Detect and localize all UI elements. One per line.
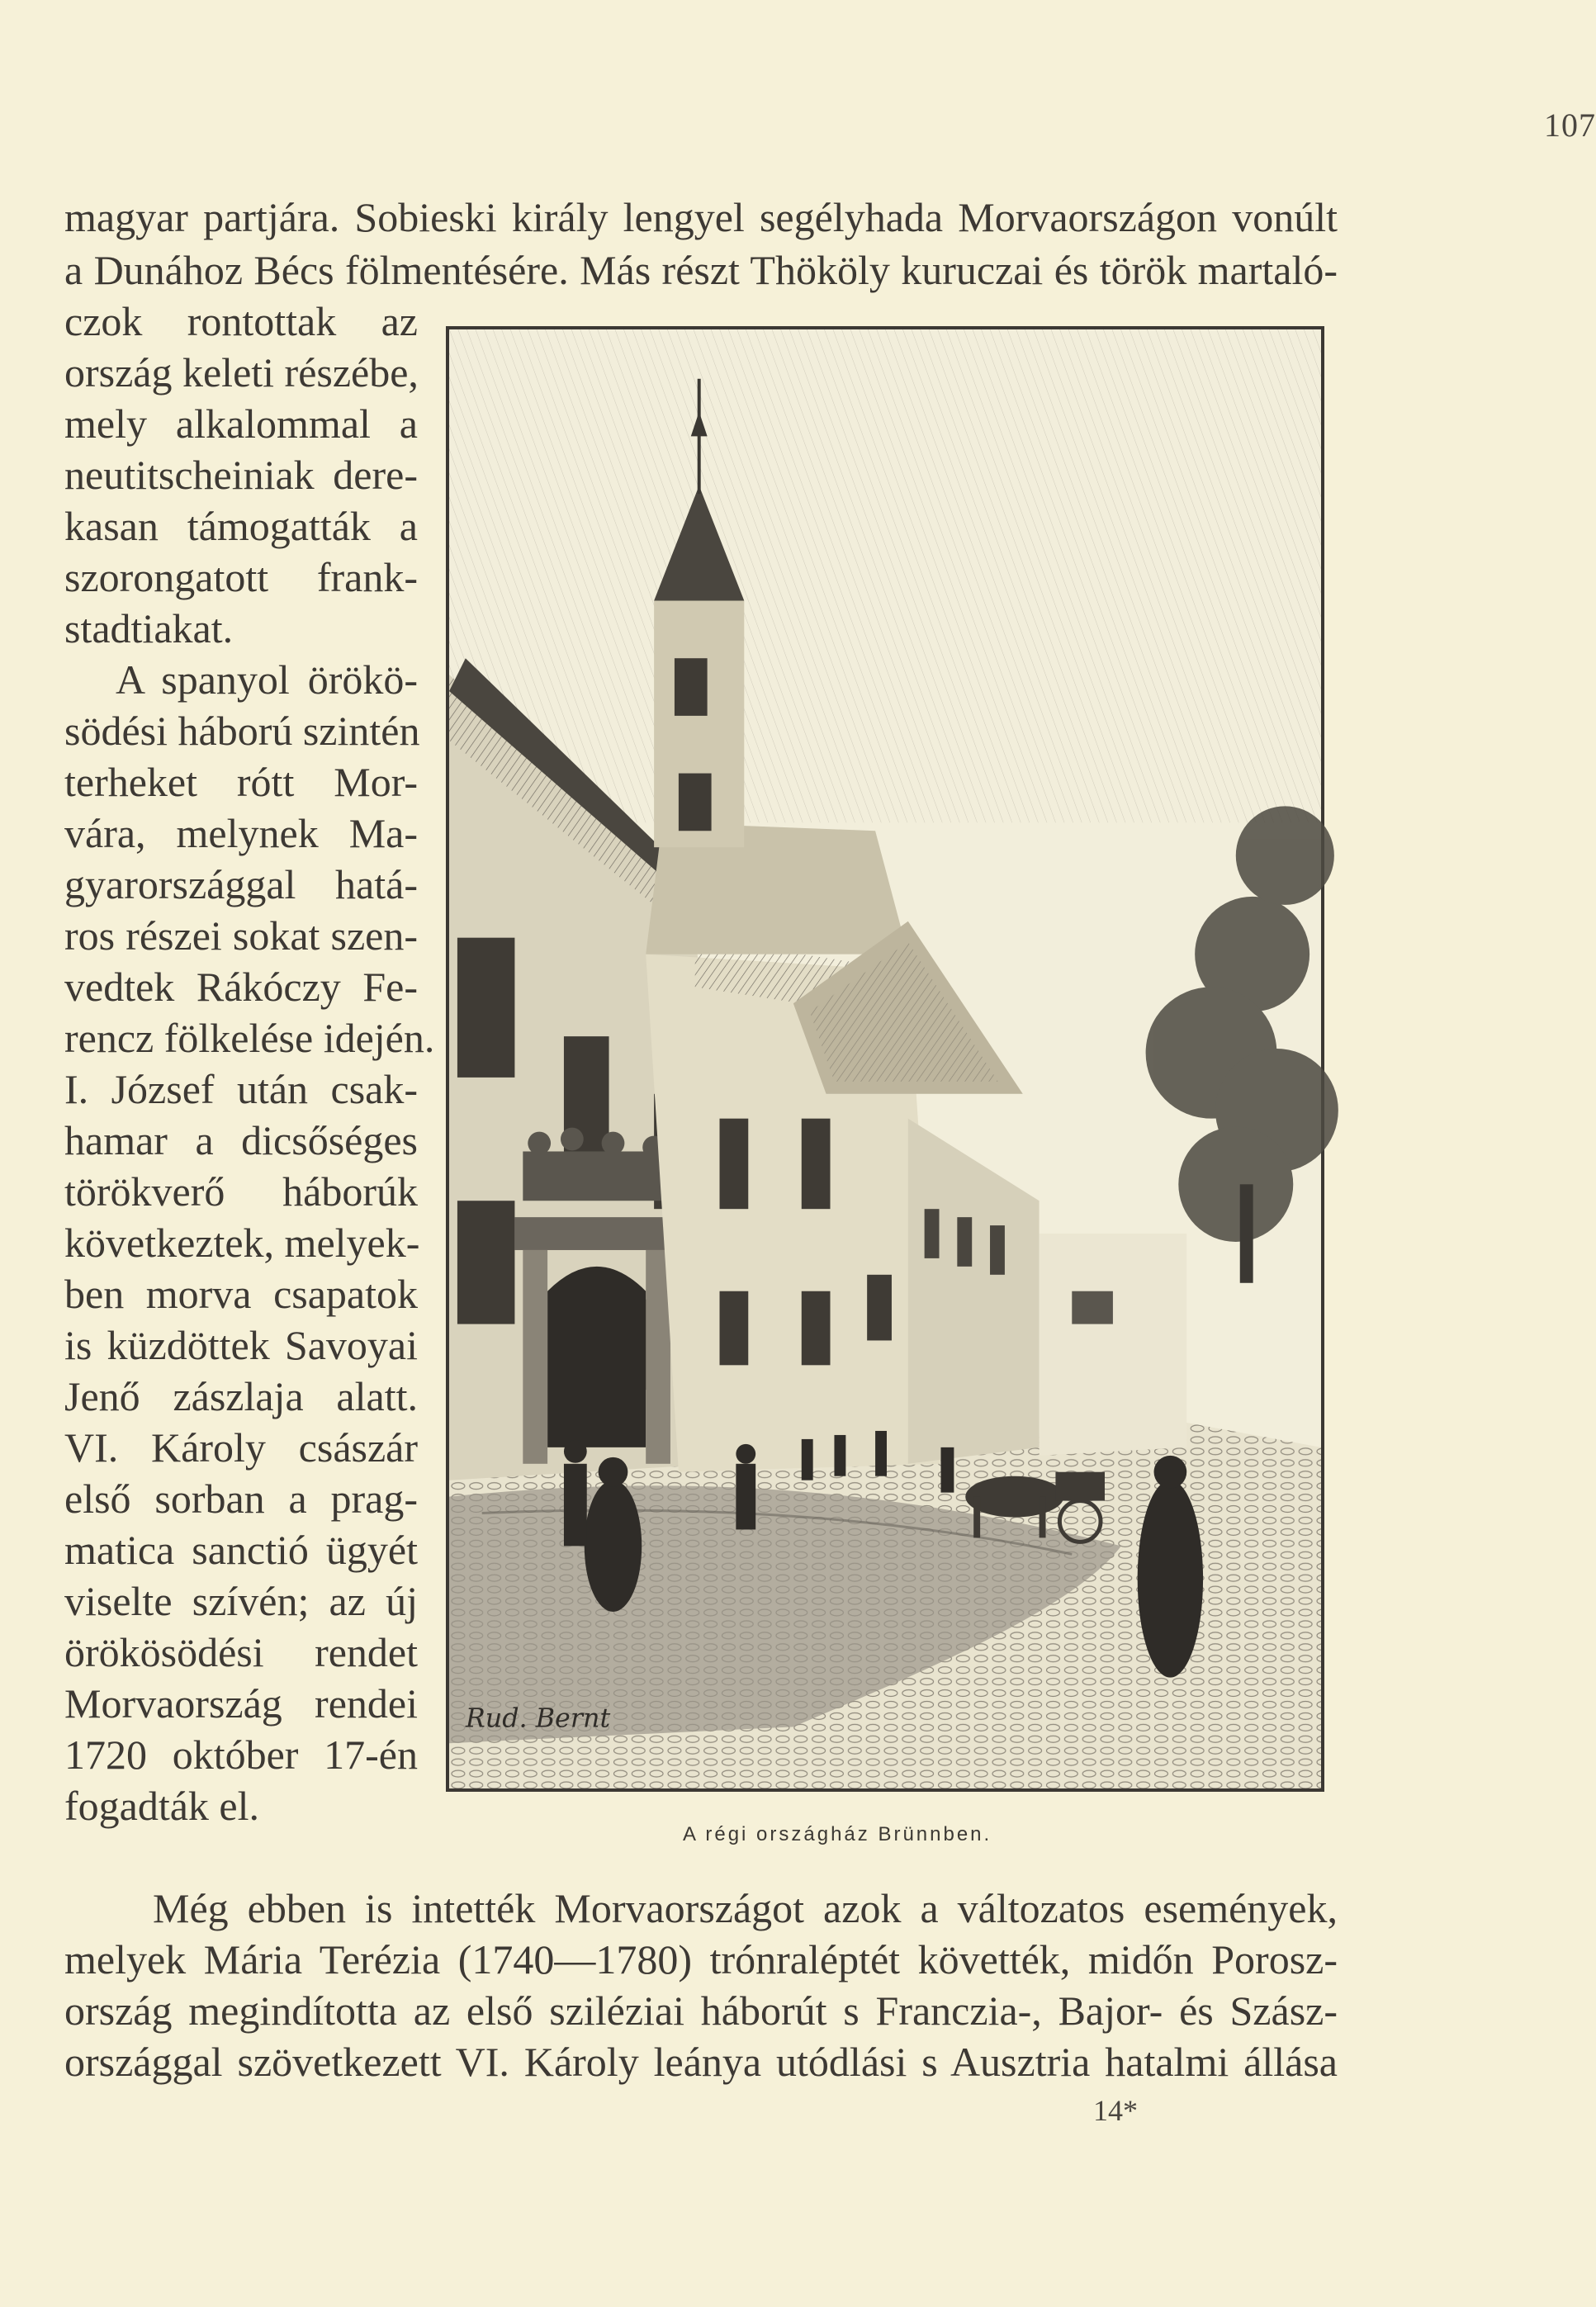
text-line: viselte szívén; az új <box>64 1578 418 1624</box>
text-line: is küzdöttek Savoyai <box>64 1322 418 1368</box>
text-line: terheket rótt Mor- <box>64 759 418 805</box>
text-line: szorongatott frank- <box>64 554 418 600</box>
text-line: hamar a dicsőséges <box>64 1117 418 1163</box>
text-line: fogadták el. <box>64 1783 260 1829</box>
text-line: örökösödési rendet <box>64 1629 418 1675</box>
text-line: a Dunához Bécs fölmentésére. Más részt Thököly kuruczai és török martaló- <box>64 247 1338 293</box>
old-parliament-building-illustration <box>449 329 1321 1788</box>
text-line: magyar partjára. Sobieski király lengyel segélyhada Morvaországon vonúlt <box>64 194 1338 240</box>
text-line: A spanyol örökö- <box>116 656 418 703</box>
text-line: gyarországgal hatá- <box>64 861 418 907</box>
text-line: matica sanctió ügyét <box>64 1527 418 1573</box>
text-line: VI. Károly császár <box>64 1424 418 1471</box>
text-line: mely alkalommal a <box>64 400 418 447</box>
text-line: ország megindította az első sziléziai háborút s Franczia-, Bajor- és Szász- <box>64 1987 1338 2034</box>
text-line: ország keleti részébe, <box>64 349 419 396</box>
text-line: Még ebben is intették Morvaországot azok a változatos események, <box>153 1885 1338 1931</box>
sheet-signature: 14* <box>1093 2094 1138 2127</box>
text-line: ben morva csapatok <box>64 1271 418 1317</box>
text-line: södési háború szintén <box>64 708 420 754</box>
text-line: következtek, melyek- <box>64 1220 420 1266</box>
text-line: stadtiakat. <box>64 605 234 651</box>
text-line: Jenő zászlaja alatt. <box>64 1373 418 1419</box>
text-line: melyek Mária Terézia (1740—1780) trónraléptét követték, midőn Porosz- <box>64 1936 1338 1983</box>
page-number: 107 <box>1544 107 1596 144</box>
text-line: rencz fölkelése idején. <box>64 1015 435 1061</box>
illustration-caption: A régi országház Brünnben. <box>683 1823 992 1845</box>
text-line: 1720 október 17-én <box>64 1731 418 1778</box>
artist-signature: Rud. Bernt <box>465 1703 611 1734</box>
text-line: első sorban a prag- <box>64 1476 418 1522</box>
text-line: czok rontottak az <box>64 298 418 344</box>
text-line: ros részei sokat szen- <box>64 912 418 959</box>
text-line: kasan támogatták a <box>64 503 418 549</box>
text-line: I. József után csak- <box>64 1066 418 1112</box>
text-line: neutitscheiniak dere- <box>64 452 418 498</box>
text-line: Morvaország rendei <box>64 1680 418 1727</box>
text-line: vedtek Rákóczy Fe- <box>64 964 418 1010</box>
text-line: vára, melynek Ma- <box>64 810 418 856</box>
text-line: törökverő háborúk <box>64 1168 418 1215</box>
text-line: országgal szövetkezett VI. Károly leánya utódlási s Ausztria hatalmi állása <box>64 2039 1338 2085</box>
illustration-frame <box>446 326 1324 1792</box>
